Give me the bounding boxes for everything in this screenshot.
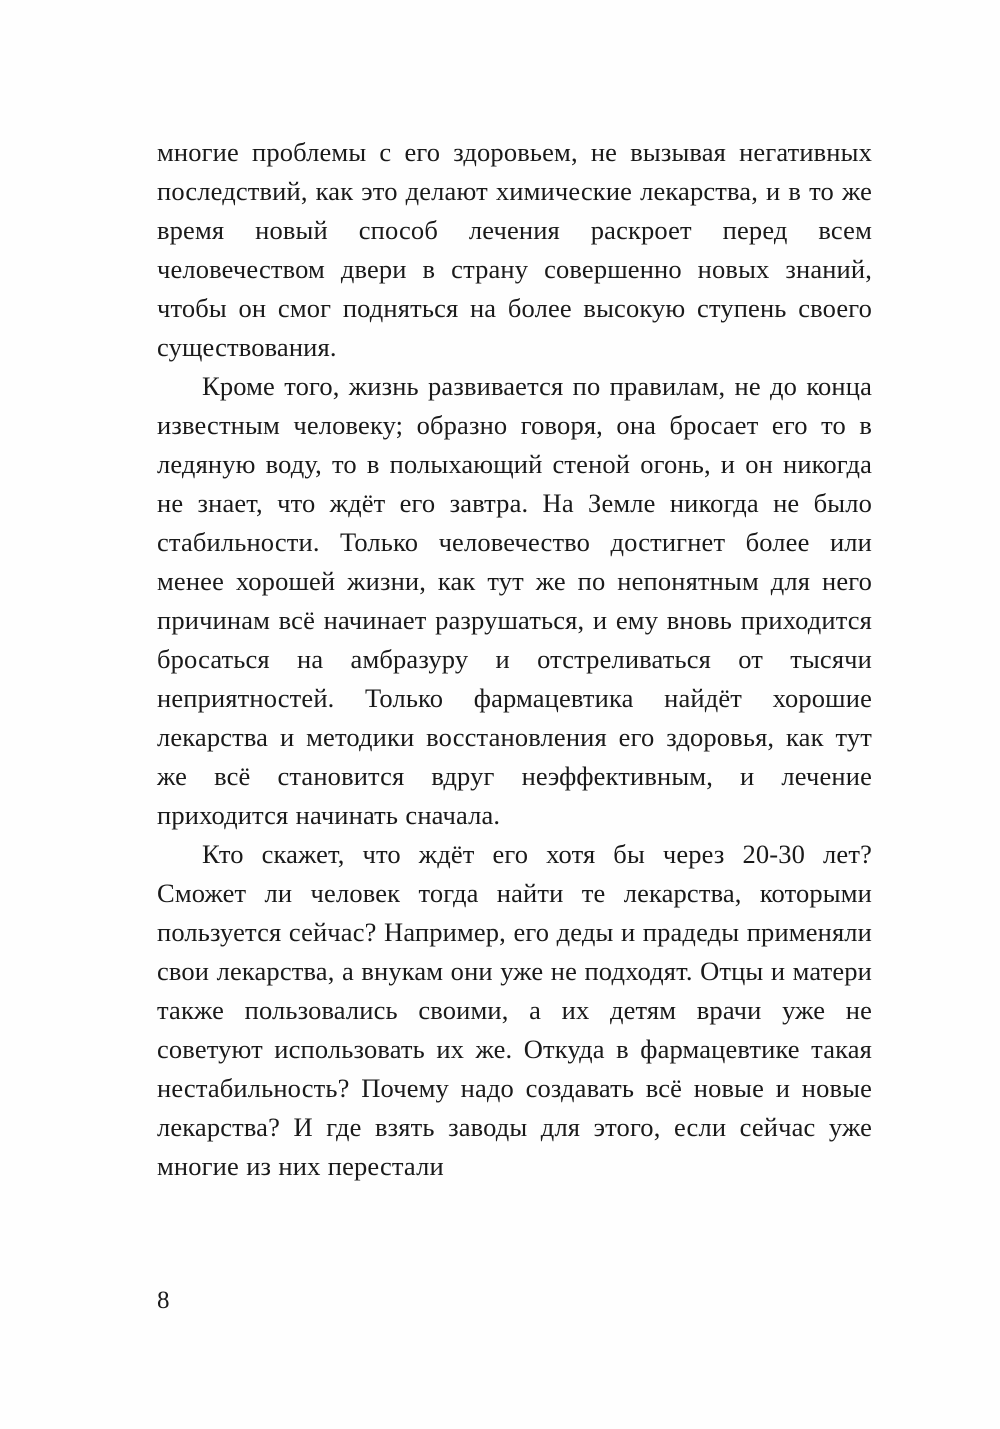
body-text-block	[157, 133, 872, 1186]
paragraph-3: Кто скажет, что ждёт его хотя бы через 20-30 лет? Сможет ли человек тогда найти те лекарства, которыми пользуется сейчас? Например, его деды и прадеды применяли свои лекарства, а внукам они уже не подходят. Отцы и матери также пользовались своими, а их детям врачи уже не советуют использовать их же. Откуда в фармацевтике такая нестабильность? Почему надо создавать всё новые и новые лекарства? И где взять заводы для этого, если сейчас уже многие из них перестали	[157, 839, 872, 1181]
paragraph-2: Кроме того, жизнь развивается по правилам, не до конца известным человеку; образно говоря, она бросает его то в ледяную воду, то в полыхающий стеной огонь, и он никогда не знает, что ждёт его завтра. На Земле никогда не было стабильности. Только человечество достигнет более или менее хорошей жизни, как тут же по непонятным для него причинам всё начинает разрушаться, и ему вновь приходится бросаться на амбразуру и отстреливаться от тысячи неприятностей. Только фармацевтика найдёт хорошие лекарства и методики восстановления его здоровья, как тут же всё становится вдруг неэффективным, и лечение приходится начинать сначала.	[157, 371, 872, 830]
page-number: 8	[157, 1287, 170, 1314]
paragraph-1: многие проблемы с его здоровьем, не вызывая негативных последствий, как это делают химические лекарства, и в то же время новый способ лечения раскроет перед всем человечеством двери в страну совершенно новых знаний, чтобы он смог подняться на более высокую ступень своего существования.	[157, 137, 872, 362]
